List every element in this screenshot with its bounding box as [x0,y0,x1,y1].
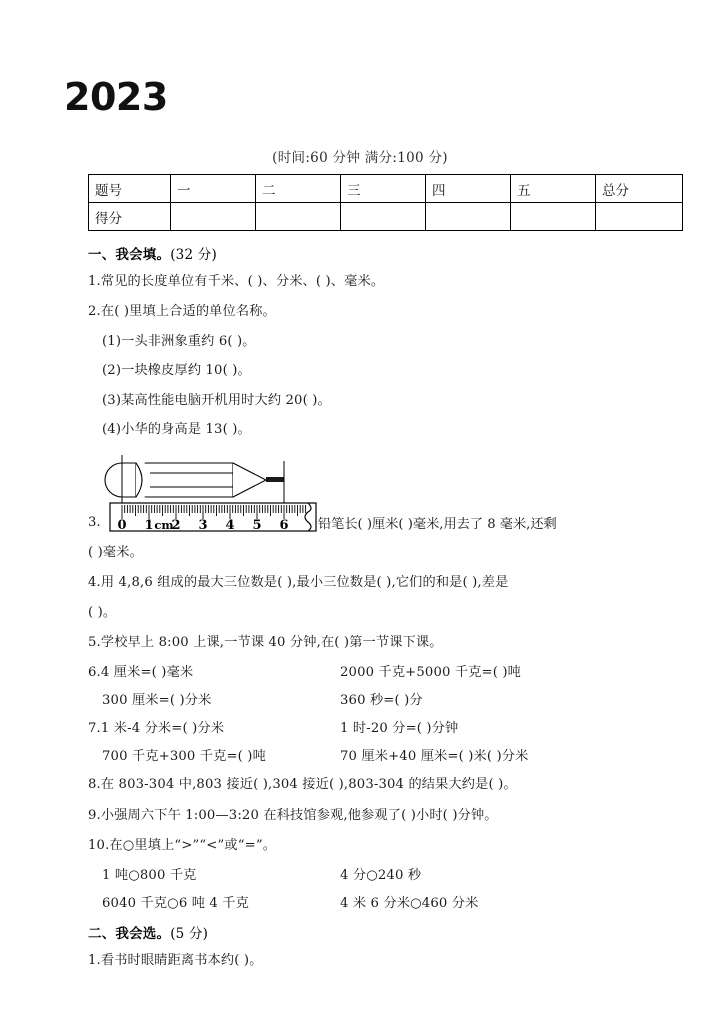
section-heading-2 [88,922,668,942]
question-3-text: 铅笔长( )厘米( )毫米,用去了 8 毫米,还剩 [318,516,557,532]
question-6-row-1 [88,663,668,680]
score-table-header-cell: 四 [426,175,511,203]
question-2-sub-2: (2)一块橡皮厚约 10( )。 [102,363,251,379]
ruler-tick-0: 0 [117,517,127,533]
question-3-number: 3. [88,514,101,530]
question-8: 8.在 803-304 中,803 接近( ),304 接近( ),803-304 的结果大约是( )。 [88,777,517,793]
ruler-tick-1: 1 [144,517,154,533]
question-10-prompt: 10.在○里填上“>”“<”或“=”。 [88,837,277,853]
question-10-left-1: 1 吨○800 千克 [102,867,197,883]
question-7-left-2: 700 千克+300 千克=( )吨 [102,749,266,765]
score-table-header-cell: 一 [171,175,256,203]
question-6-left-2: 300 厘米=( )分米 [102,693,212,709]
question-3-continuation: ( )毫米。 [88,544,143,560]
question-10-left-2: 6040 千克○6 吨 4 千克 [102,895,249,911]
score-cell[interactable] [511,203,596,231]
ruler-tick-3: 3 [198,517,208,533]
question-2-sub-4: (4)小华的身高是 13( )。 [102,421,251,437]
question-10-row-2 [88,894,668,911]
section-1-points: (32 分) [170,247,217,263]
ruler-tick-2: 2 [171,517,181,533]
score-cell[interactable] [256,203,341,231]
question-7-right-1: 1 时-20 分=( )分钟 [340,721,459,737]
question-10-row-1 [88,866,668,883]
question-3-figure-block [88,449,668,541]
question-10-right-1: 4 分○240 秒 [340,867,422,883]
question-1: 1.常见的长度单位有千米、( )、分米、( )、毫米。 [88,274,385,289]
ruler-tick-6: 6 [279,517,289,533]
question-10-right-2: 4 米 6 分米○460 分米 [340,895,479,911]
question-6-right-1: 2000 千克+5000 千克=( )吨 [340,665,522,681]
score-cell[interactable] [596,203,683,231]
ruler-tick-5: 5 [252,517,262,533]
section-2-points: (5 分) [170,925,209,942]
score-cell[interactable] [171,203,256,231]
question-4-line-1: 4.用 4,8,6 组成的最大三位数是( ),最小三位数是( ),它们的和是( ),差是 [88,574,509,590]
question-6-left-1: 6.4 厘米=( )毫米 [88,665,194,681]
question-4-line-2: ( )。 [88,605,117,621]
page-title: 2023 [64,75,168,119]
question-9: 9.小强周六下午 1:00—3:20 在科技馆参观,他参观了( )小时( )分钟。 [88,807,498,823]
section-2-question-1: 1.看书时眼睛距离书本约( )。 [88,952,263,968]
question-2-sub-1: (1)一头非洲象重约 6( )。 [102,334,256,350]
score-cell[interactable] [341,203,426,231]
question-6-row-2 [88,691,668,708]
score-table-header-cell: 总分 [596,175,683,203]
table-row-header [89,175,683,203]
question-7-right-2: 70 厘米+40 厘米=( )米( )分米 [340,749,529,765]
section-2-title: 二、我会选。 [88,925,171,942]
pencil-ruler-illustration [98,449,322,533]
question-7-row-1 [88,719,668,736]
section-1-title: 一、我会填。 [88,247,171,263]
exam-body [88,243,668,981]
ruler-tick-4: 4 [225,517,235,533]
ruler-unit-label: cm [154,517,174,532]
section-heading-1 [88,243,668,263]
question-7-left-1: 7.1 米-4 分米=( )分米 [88,721,225,737]
question-2-sub-3: (3)某高性能电脑开机用时大约 20( )。 [102,392,331,408]
score-table-header-cell: 题号 [89,175,171,203]
score-table [88,174,683,231]
score-table-header-cell: 三 [341,175,426,203]
question-6-right-2: 360 秒=( )分 [340,693,423,709]
score-cell[interactable] [426,203,511,231]
question-7-row-2 [88,747,668,764]
score-table-header-cell: 五 [511,175,596,203]
score-table-header-cell: 二 [256,175,341,203]
table-row [89,203,683,231]
question-2: 2.在( )里填上合适的单位名称。 [88,304,276,320]
exam-meta-line: (时间:60 分钟 满分:100 分) [272,150,448,166]
score-table-row-label: 得分 [89,203,171,231]
question-5: 5.学校早上 8:00 上课,一节课 40 分钟,在( )第一节课下课。 [88,635,443,651]
